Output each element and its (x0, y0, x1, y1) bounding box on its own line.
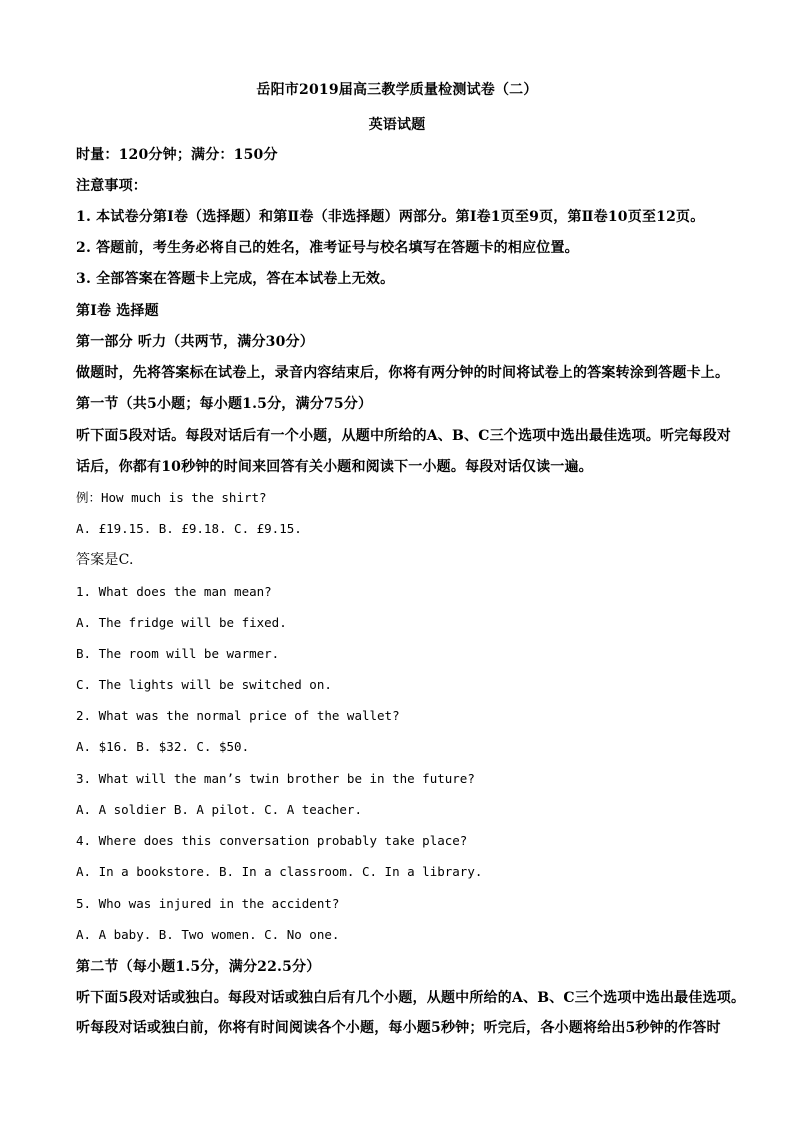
option-line: A. $16. B. $32. C. $50. (76, 739, 250, 754)
question-line: 3. What will the man’s twin brother be in the future? (76, 771, 475, 786)
time-score: 时量：120分钟；满分：150分 (76, 147, 278, 163)
section-heading: 第一部分 听力（共两节，满分30分） (76, 334, 314, 350)
notice-item: 1. 本试卷分第Ⅰ卷（选择题）和第Ⅱ卷（非选择题）两部分。第Ⅰ卷1页至9页，第Ⅱ卷10页至12页。 (76, 209, 705, 225)
exam-title: 岳阳市2019届高三教学质量检测试卷（二） (256, 82, 538, 98)
subsection-instructions: 听每段对话或独白前，你将有时间阅读各个小题，每小题5秒钟；听完后，各小题将给出5秒钟的作答时 (76, 1020, 721, 1036)
question-line: 5. Who was injured in the accident? (76, 896, 340, 911)
example-options: A. £19.15. B. £9.18. C. £9.15. (76, 521, 302, 536)
subsection-instructions: 听下面5段对话。每段对话后有一个小题，从题中所给的A、B、C三个选项中选出最佳选项。听完每段对 (76, 428, 731, 444)
question-line: 4. Where does this conversation probably take place? (76, 833, 468, 848)
option-line: B. The room will be warmer. (76, 646, 280, 661)
subject-title: 英语试题 (368, 117, 426, 133)
question-line: 2. What was the normal price of the wallet? (76, 708, 400, 723)
option-line: A. A soldier B. A pilot. C. A teacher. (76, 802, 362, 817)
option-line: A. In a bookstore. B. In a classroom. C. In a library. (76, 864, 483, 879)
question-line: 1. What does the man mean? (76, 584, 272, 599)
option-line: A. A baby. B. Two women. C. No one. (76, 927, 340, 942)
example-question: 例：How much is the shirt? (76, 490, 267, 505)
subsection-instructions: 话后，你都有10秒钟的时间来回答有关小题和阅读下一小题。每段对话仅读一遍。 (76, 459, 593, 475)
option-line: A. The fridge will be fixed. (76, 615, 287, 630)
volume-heading: 第Ⅰ卷 选择题 (76, 303, 159, 319)
notice-heading: 注意事项： (76, 178, 147, 194)
subsection-instructions: 听下面5段对话或独白。每段对话或独白后有几个小题，从题中所给的A、B、C三个选项中选出最佳选项。 (76, 990, 746, 1006)
subsection-heading: 第一节（共5小题；每小题1.5分，满分75分） (76, 396, 373, 412)
option-line: C. The lights will be switched on. (76, 677, 332, 692)
section-intro: 做题时，先将答案标在试卷上，录音内容结束后，你将有两分钟的时间将试卷上的答案转涂到答题卡上。 (76, 365, 730, 381)
subsection-heading: 第二节（每小题1.5分，满分22.5分） (76, 959, 321, 975)
notice-item: 2. 答题前，考生务必将自己的姓名，准考证号与校名填写在答题卡的相应位置。 (76, 240, 579, 256)
notice-item: 3. 全部答案在答题卡上完成，答在本试卷上无效。 (76, 271, 395, 287)
example-answer: 答案是C. (76, 552, 134, 568)
